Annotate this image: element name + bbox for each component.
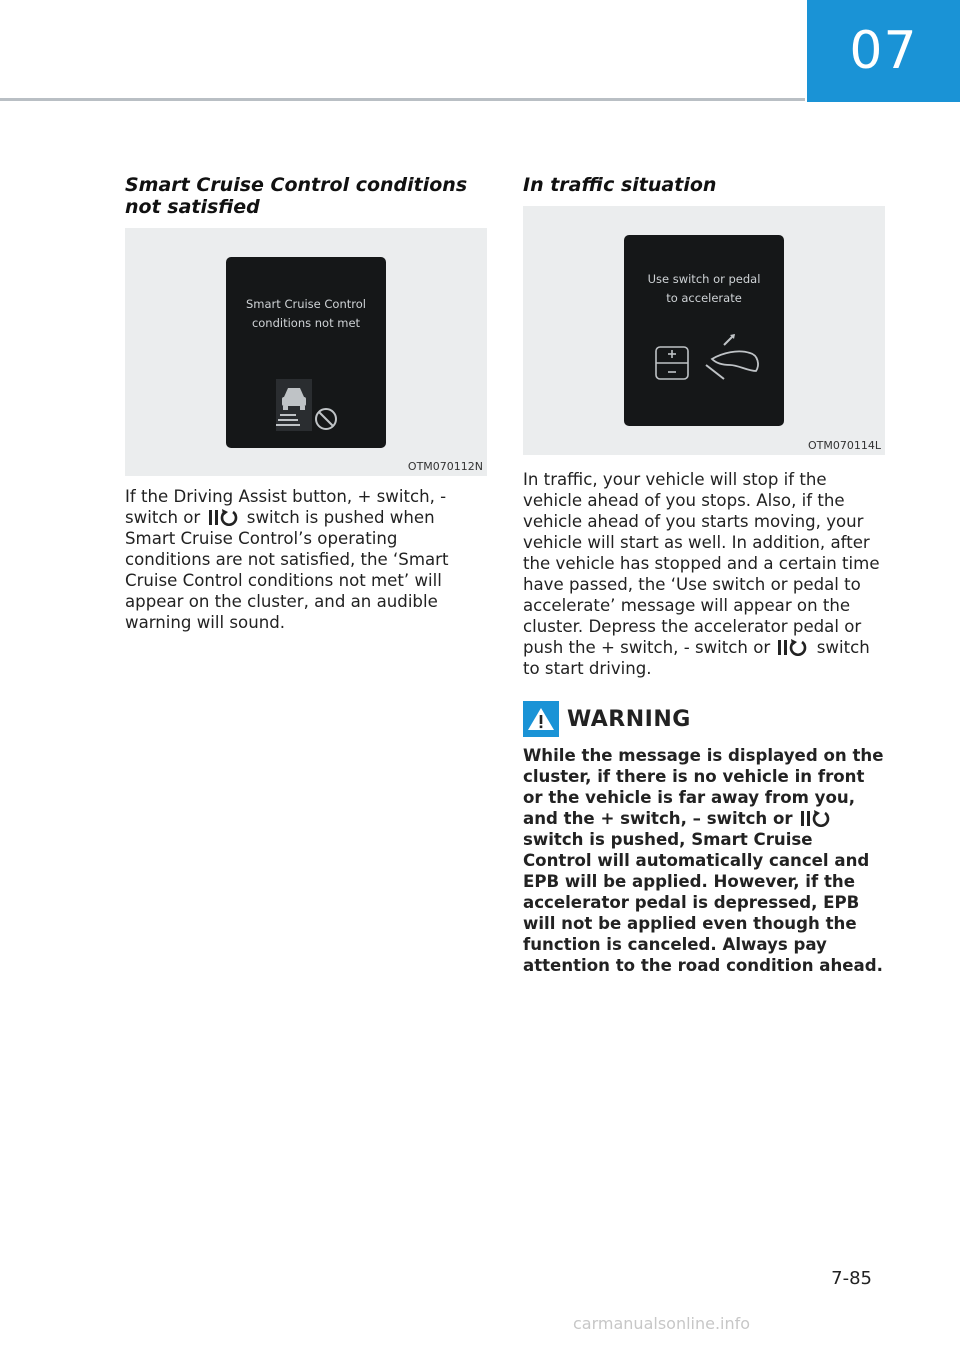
distance-switch-icon <box>777 638 809 656</box>
chapter-number: 07 <box>849 21 918 81</box>
screen-message-line2: conditions not met <box>251 316 361 330</box>
figure-conditions-not-met <box>125 228 487 476</box>
section-heading-traffic: In traffic situation <box>523 174 717 196</box>
warning-text: While the message is displayed on the cluster, if there is no vehicle in front or the vehicle is far away from you, and the + switch, – switch or switch is pushed, Smart Cruise Control will automatically cancel and EPB will be applied. However, if the accelerator pedal is depressed, EPB will not be applied even though the function is canceled. Always pay attention to the road condition ahead. <box>523 746 884 975</box>
distance-switch-icon <box>800 809 832 827</box>
screen-message-line2: to accelerate <box>666 291 742 305</box>
watermark: carmanualsonline.info <box>573 1314 751 1333</box>
car-radar-cancel-icon <box>272 379 342 435</box>
paragraph-conditions: If the Driving Assist button, + switch, - switch or switch is pushed when Smart Cruise Control’s operating conditions are not satisfied, the ‘Smart Cruise Control conditions not met’ will appear on the cluster, and an audible warning will sound. <box>125 487 449 632</box>
header-rule <box>0 98 805 101</box>
accelerator-pedal-icon <box>702 331 766 381</box>
warning-title: WARNING <box>567 706 691 732</box>
screen-message-line1: Use switch or pedal <box>647 272 761 286</box>
chapter-tab <box>807 0 960 102</box>
screen-message-line1: Smart Cruise Control <box>246 297 366 311</box>
figure-use-switch-or-pedal <box>523 206 885 455</box>
warning-badge <box>523 701 559 737</box>
paragraph-traffic: In traffic, your vehicle will stop if the vehicle ahead of you stops. Also, if the vehicle ahead of you starts moving, your vehicle will start as well. In addition, after the vehicle has stopped and a certain time have passed, the ‘Use switch or pedal to accelerate’ message will appear on the cluster. Depress the accelerator pedal or push the + switch, - switch or switch to start driving. <box>523 470 880 678</box>
plus-minus-switch-icon <box>654 345 690 381</box>
cluster-screen <box>226 257 386 448</box>
warning-triangle-icon <box>527 707 555 731</box>
left-column <box>125 174 487 633</box>
figure-code: OTM070114L <box>808 439 881 452</box>
distance-switch-icon <box>208 508 240 526</box>
figure-code: OTM070112N <box>407 460 483 473</box>
page-number: 7-85 <box>831 1268 872 1289</box>
section-heading-conditions: Smart Cruise Control conditions not satisfied <box>125 174 468 218</box>
warning-header <box>523 701 885 737</box>
right-column <box>523 174 885 976</box>
cluster-screen <box>624 235 784 426</box>
